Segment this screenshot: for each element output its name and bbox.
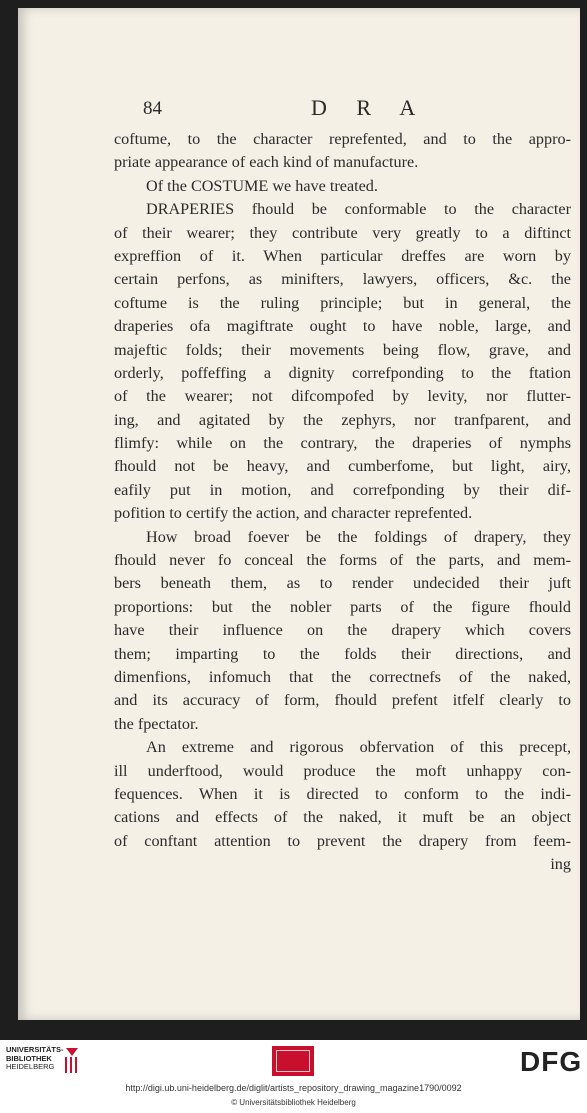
text-line: coftume is the ruling principle; but in general, the bbox=[114, 293, 571, 312]
text-line: certain perfons, as minifters, lawyers, officers, &c. the bbox=[114, 270, 571, 289]
running-head: D R A bbox=[311, 95, 428, 120]
digitization-seal-icon bbox=[272, 1046, 314, 1076]
catchword: ing bbox=[550, 855, 571, 874]
copyright-notice: © Universitätsbibliothek Heidelberg bbox=[231, 1098, 356, 1107]
text-line: of conftant attention to prevent the drapery from feem- bbox=[114, 831, 571, 850]
library-name: UNIVERSITÄTS-BIBLIOTHEK bbox=[6, 1045, 64, 1063]
footer bbox=[0, 1040, 587, 1113]
body-text bbox=[114, 128, 571, 877]
page-number: 84 bbox=[143, 98, 162, 119]
text-line: pofition to certify the action, and character reprefented. bbox=[114, 504, 473, 523]
library-city: HEIDELBERG bbox=[6, 1062, 55, 1071]
text-line: bers beneath them, as to render undecided their juft bbox=[114, 574, 571, 593]
text-line: them; imparting to the folds their directions, and bbox=[114, 644, 571, 663]
text-line: fhould never fo conceal the forms of the parts, and mem- bbox=[114, 551, 571, 570]
text-line: eafily put in motion, and correfponding by their dif- bbox=[114, 480, 571, 499]
text-line: DRAPERIES fhould be conformable to the character bbox=[146, 200, 571, 219]
text-line: have their influence on the drapery which covers bbox=[114, 621, 571, 640]
text-line: expreffion of it. When particular dreffes are worn by bbox=[114, 246, 571, 265]
text-line: fhould not be heavy, and cumberfome, but light, airy, bbox=[114, 457, 571, 476]
text-line: How broad foever be the foldings of drapery, they bbox=[146, 527, 571, 546]
text-line: Of the COSTUME we have treated. bbox=[146, 176, 378, 195]
library-logo[interactable] bbox=[6, 1046, 96, 1072]
text-line: dimenfions, infomuch that the correctnefs of the naked, bbox=[114, 667, 571, 686]
library-mark-icon bbox=[62, 1046, 82, 1074]
text-line: majeftic folds; their movements being flow, grave, and bbox=[114, 340, 571, 359]
text-line: cations and effects of the naked, it muft be an object bbox=[114, 808, 571, 827]
text-line: flimfy: while on the contrary, the draperies of nymphs bbox=[114, 434, 571, 453]
text-line: proportions: but the nobler parts of the figure fhould bbox=[114, 597, 571, 616]
text-line: of the wearer; not difcompofed by levity, nor flutter- bbox=[114, 387, 571, 406]
text-line: and its accuracy of form, fhould prefent itfelf clearly to bbox=[114, 691, 571, 710]
text-line: of their wearer; they contribute very greatly to a diftinct bbox=[114, 223, 571, 242]
page-header bbox=[143, 95, 543, 124]
text-line: draperies ofa magiftrate ought to have noble, large, and bbox=[114, 317, 571, 336]
dfg-logo[interactable]: DFG bbox=[520, 1046, 583, 1077]
text-line: fequences. When it is directed to conform to the indi- bbox=[114, 784, 571, 803]
text-line: orderly, poffeffing a dignity correfponding to the ftation bbox=[114, 363, 571, 382]
text-line: ill underftood, would produce the moft unhappy con- bbox=[114, 761, 571, 780]
text-line: the fpectator. bbox=[114, 714, 199, 733]
text-line: An extreme and rigorous obfervation of this precept, bbox=[146, 738, 571, 757]
source-url[interactable]: http://digi.ub.uni-heidelberg.de/diglit/artists_repository_drawing_magazine1790/0092 bbox=[125, 1083, 462, 1093]
text-line: ing, and agitated by the zephyrs, nor tranfparent, and bbox=[114, 410, 571, 429]
text-line: priate appearance of each kind of manufacture. bbox=[114, 153, 419, 172]
text-line: coftume, to the character reprefented, and to the appro- bbox=[114, 130, 571, 148]
